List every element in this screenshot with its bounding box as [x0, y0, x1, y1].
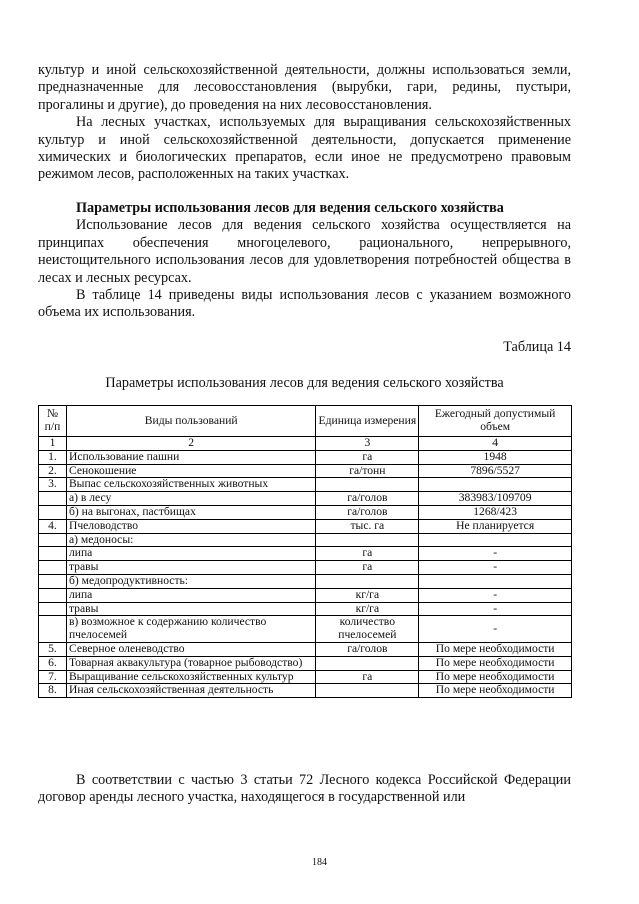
cell-kind: а) медоносы:: [66, 533, 315, 547]
cell-unit: [316, 478, 419, 492]
cell-unit: га/тонн: [316, 464, 419, 478]
cell-unit: кг/га: [316, 588, 419, 602]
table-row: [39, 519, 572, 533]
cell-kind: в) возможное к содержанию количество пчелосемей: [66, 616, 315, 643]
colnum-3: 3: [316, 437, 419, 451]
table-row: [39, 464, 572, 478]
paragraph-principles: Использование лесов для ведения сельского хозяйства осуществляется на принципах обеспечения многоцелевого, рационального, непрерывного, неистощительного использования лесов для удовлетворения потребностей общества в лесах и лесных ресурсах.: [38, 217, 571, 286]
paragraph-chemicals: На лесных участках, используемых для выращивания сельскохозяйственных культур и иной сельскохозяйственной деятельности, допускается применение химических и биологических препаратов, если иное не предусмотрено правовым режимом лесов, расположенных на таких участках.: [38, 114, 571, 183]
cell-volume: По мере необходимости: [419, 656, 572, 670]
header-num: № п/п: [39, 406, 67, 437]
table-row: [39, 642, 572, 656]
cell-unit: [316, 684, 419, 698]
cell-volume: -: [419, 561, 572, 575]
cell-kind: травы: [66, 561, 315, 575]
table-row: [39, 602, 572, 616]
cell-unit: тыс. га: [316, 519, 419, 533]
cell-kind: а) в лесу: [66, 492, 315, 506]
header-kind: Виды пользований: [66, 406, 315, 437]
colnum-1: 1: [39, 437, 67, 451]
cell-volume: -: [419, 616, 572, 643]
cell-unit: [316, 656, 419, 670]
table-row: [39, 478, 572, 492]
table-row: [39, 588, 572, 602]
cell-unit: га: [316, 561, 419, 575]
cell-num: [39, 492, 67, 506]
header-unit: Единица измерения: [316, 406, 419, 437]
cell-kind: липа: [66, 588, 315, 602]
cell-volume: 1948: [419, 450, 572, 464]
cell-unit: га: [316, 670, 419, 684]
cell-num: 8.: [39, 684, 67, 698]
cell-volume: По мере необходимости: [419, 642, 572, 656]
cell-volume: 383983/109709: [419, 492, 572, 506]
cell-unit: га/голов: [316, 642, 419, 656]
cell-volume: -: [419, 547, 572, 561]
column-number-row: [39, 437, 572, 451]
header-volume: Ежегодный допустимый объем: [419, 406, 572, 437]
table-row: [39, 616, 572, 643]
cell-unit: [316, 574, 419, 588]
table-row: [39, 450, 572, 464]
table-body: [39, 450, 572, 697]
paragraph-table-intro: В таблице 14 приведены виды использования лесов с указанием возможного объема их использования.: [38, 287, 571, 321]
table-row: [39, 656, 572, 670]
cell-num: 4.: [39, 519, 67, 533]
cell-kind: Сенокошение: [66, 464, 315, 478]
cell-kind: б) медопродуктивность:: [66, 574, 315, 588]
cell-num: 1.: [39, 450, 67, 464]
cell-volume: [419, 574, 572, 588]
section-heading: Параметры использования лесов для ведения сельского хозяйства: [76, 200, 504, 216]
cell-kind: Выращивание сельскохозяйственных культур: [66, 670, 315, 684]
cell-kind: б) на выгонах, пастбищах: [66, 505, 315, 519]
cell-volume: 1268/423: [419, 505, 572, 519]
top-text: [38, 62, 571, 184]
table-header-row: [39, 406, 572, 437]
table-row: [39, 505, 572, 519]
cell-kind: Товарная аквакультура (товарное рыбоводство): [66, 656, 315, 670]
cell-kind: травы: [66, 602, 315, 616]
cell-kind: Иная сельскохозяйственная деятельность: [66, 684, 315, 698]
table-row: [39, 561, 572, 575]
cell-num: [39, 616, 67, 643]
cell-volume: -: [419, 602, 572, 616]
cell-kind: липа: [66, 547, 315, 561]
colnum-4: 4: [419, 437, 572, 451]
cell-volume: [419, 478, 572, 492]
cell-volume: По мере необходимости: [419, 670, 572, 684]
cell-volume: [419, 533, 572, 547]
table-row: [39, 670, 572, 684]
cell-kind: Пчеловодство: [66, 519, 315, 533]
cell-num: [39, 547, 67, 561]
cell-num: [39, 574, 67, 588]
table-row: [39, 533, 572, 547]
page-number: 184: [312, 857, 327, 868]
cell-unit: количество пчелосемей: [316, 616, 419, 643]
cell-unit: [316, 533, 419, 547]
cell-num: [39, 533, 67, 547]
table-title: Параметры использования лесов для ведения сельского хозяйства: [105, 375, 504, 391]
cell-unit: га/голов: [316, 505, 419, 519]
cell-num: [39, 602, 67, 616]
cell-kind: Выпас сельскохозяйственных животных: [66, 478, 315, 492]
cell-num: 7.: [39, 670, 67, 684]
section-text: [38, 200, 571, 322]
cell-num: 6.: [39, 656, 67, 670]
cell-num: 2.: [39, 464, 67, 478]
cell-kind: Северное оленеводство: [66, 642, 315, 656]
cell-unit: га/голов: [316, 492, 419, 506]
table-row: [39, 547, 572, 561]
cell-num: [39, 561, 67, 575]
cell-volume: Не планируется: [419, 519, 572, 533]
cell-volume: -: [419, 588, 572, 602]
table-row: [39, 492, 572, 506]
table-label: Таблица 14: [503, 339, 571, 355]
bottom-text: [38, 772, 571, 807]
usage-table: [38, 405, 572, 698]
cell-num: 5.: [39, 642, 67, 656]
paragraph-continuation: культур и иной сельскохозяйственной деятельности, должны использоваться земли, предназначенные для лесовосстановления (вырубки, гари, редины, пустыри, прогалины и другие), до проведения на них лесовосстановления.: [38, 62, 571, 113]
cell-unit: кг/га: [316, 602, 419, 616]
paragraph-lease: В соответствии с частью 3 статьи 72 Лесного кодекса Российской Федерации договор аренды лесного участка, находящегося в государственной или: [38, 772, 571, 806]
cell-unit: га: [316, 547, 419, 561]
cell-kind: Использование пашни: [66, 450, 315, 464]
cell-volume: По мере необходимости: [419, 684, 572, 698]
cell-unit: га: [316, 450, 419, 464]
cell-volume: 7896/5527: [419, 464, 572, 478]
colnum-2: 2: [66, 437, 315, 451]
table-row: [39, 574, 572, 588]
cell-num: [39, 505, 67, 519]
cell-num: [39, 588, 67, 602]
table-row: [39, 684, 572, 698]
cell-num: 3.: [39, 478, 67, 492]
